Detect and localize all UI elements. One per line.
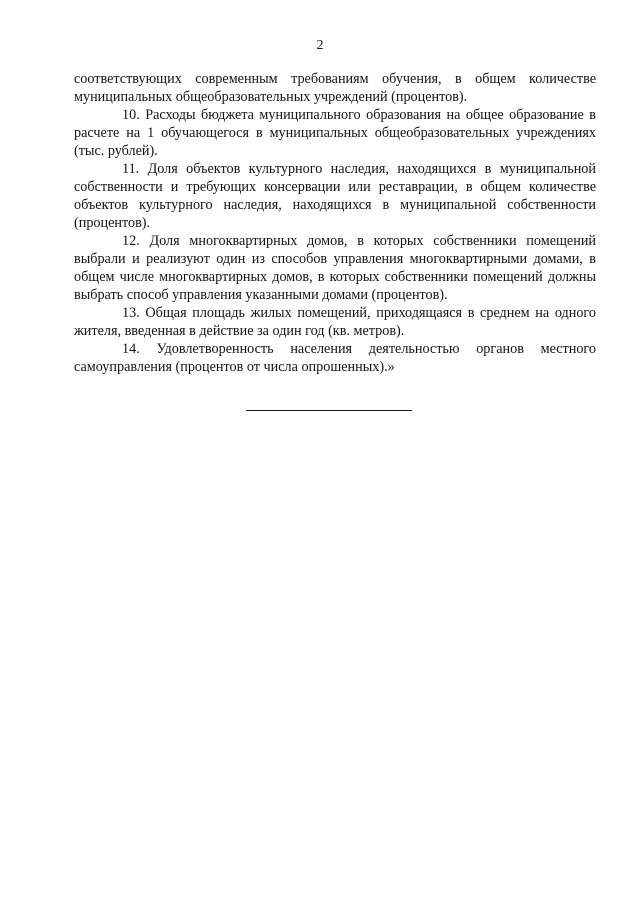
document-body — [74, 70, 596, 376]
paragraph-item-12: 12. Доля многоквартирных домов, в которых собственники помещений выбрали и реализуют один из способов управления многоквартирными домами, в общем числе многоквартирных домов, в которых собственники помещений должны выбрать способ управления указанными домами (процентов). — [74, 233, 596, 303]
closing-separator-line — [246, 410, 412, 411]
paragraph-item-11: 11. Доля объектов культурного наследия, находящихся в муниципальной собственности и требующих консервации или реставрации, в общем количестве объектов культурного наследия, находящихся в муниципальной собственности (процентов). — [74, 161, 596, 231]
page-number: 2 — [316, 38, 324, 53]
paragraph-item-14: 14. Удовлетворенность населения деятельностью органов местного самоуправления (процентов от числа опрошенных).» — [74, 341, 596, 375]
paragraph-item-13: 13. Общая площадь жилых помещений, приходящаяся в среднем на одного жителя, введенная в действие за один год (кв. метров). — [74, 305, 596, 339]
paragraph-continuation: соответствующих современным требованиям обучения, в общем количестве муниципальных общеобразовательных учреждений (процентов). — [74, 71, 596, 105]
paragraph-item-10: 10. Расходы бюджета муниципального образования на общее образование в расчете на 1 обучающегося в муниципальных общеобразовательных учреждениях (тыс. рублей). — [74, 107, 596, 159]
